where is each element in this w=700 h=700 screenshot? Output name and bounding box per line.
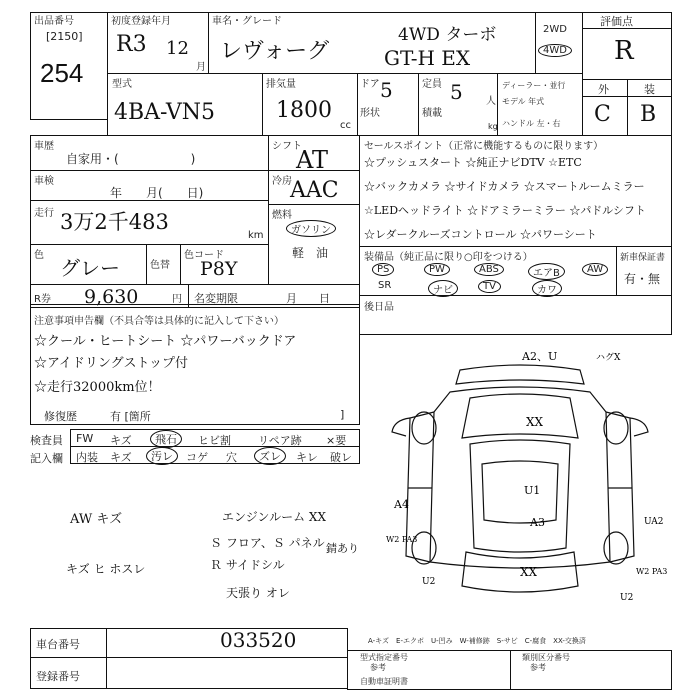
equip-airbag: エアB [528, 263, 565, 280]
load-label: 積載 [422, 108, 442, 119]
class-label: 類別区分番号 [522, 653, 570, 662]
cap-value: 5 [450, 80, 463, 104]
mileage-label: 走行 [34, 208, 54, 219]
recycle-unit: 円 [172, 294, 182, 305]
mark-hood: XX [526, 415, 544, 429]
insp-repair: リペア跡 [258, 434, 302, 447]
disp-unit: cc [340, 120, 351, 131]
mark-u2-right: U2 [620, 593, 634, 603]
recorder-label: 記入欄 [30, 452, 63, 465]
mark-rear: XX [520, 565, 538, 579]
insp-zure: ズレ [254, 447, 286, 465]
ac-value: AAC [290, 178, 339, 203]
warranty-label: 新車保証書 [620, 253, 666, 263]
history-label: 車歴 [34, 141, 54, 152]
equipment-label: 装備品（純正品に限り○印をつける） [364, 252, 533, 263]
roof-shape [482, 461, 558, 523]
mark-a4: A4 [394, 498, 409, 511]
equip-ps: PS [372, 263, 394, 276]
hood-shape [462, 394, 578, 438]
right-side [606, 412, 634, 562]
model-value: 4BA-VN5 [114, 100, 216, 125]
insp-hibi: ヒビ割 [198, 434, 231, 447]
equip-sr: SR [378, 280, 392, 291]
name-label: 車名・グレード [212, 16, 282, 27]
equip-navi: ナビ [428, 280, 458, 297]
disp-value: 1800 [276, 98, 332, 123]
mark-u2-left: U2 [422, 577, 436, 587]
wheel-front-right [604, 412, 628, 444]
note-line-4: 天張り オレ [226, 586, 290, 600]
insp-ana: 穴 [226, 451, 237, 464]
color-code-label: 色コード [184, 250, 224, 261]
mileage-unit: km [248, 230, 264, 241]
drive-note: 4WD ターボ [398, 25, 497, 45]
color-code-value: P8Y [200, 258, 238, 280]
sales-line-2: ☆バックカメラ ☆サイドカメラ ☆スマートルームミラー [364, 180, 645, 193]
score-value: R [614, 36, 634, 66]
first-reg-unit: 月 [196, 62, 206, 73]
car-name: レヴォーグ [220, 39, 330, 64]
notes-line-1: ☆クール・ヒートシート ☆パワーバックドア [34, 334, 297, 349]
first-reg-era: R3 [116, 32, 147, 57]
shape-label: 形状 [360, 108, 380, 119]
lot-number: 254 [40, 58, 84, 88]
right-mirror [630, 418, 648, 436]
shaken-value: 年 月( 日) [110, 186, 204, 200]
cap-label: 定員 [422, 79, 442, 90]
drive-box [535, 12, 583, 74]
door-value: 5 [380, 78, 393, 102]
drive-4wd: 4WD [538, 44, 572, 57]
repair-value: 有 [箇所 [110, 410, 151, 423]
sales-line-3: ☆LEDヘッドライト ☆ドアミラーミラー ☆パドルシフト [364, 204, 646, 217]
insp-naisou: 内装 [76, 451, 98, 464]
mark-w2-right: W2 PA3 [636, 567, 668, 576]
sales-line-4: ☆レダークルーズコントロール ☆パワーシート [364, 228, 597, 241]
chassis-label: 車台番号 [36, 638, 80, 651]
insp-yogore: 汚レ [146, 447, 178, 465]
int-label: 装 [644, 83, 655, 96]
color-label: 色 [34, 250, 44, 261]
inspector-label: 検査員 [30, 434, 63, 447]
equip-tv: TV [478, 280, 501, 293]
type-ref: 参考 [370, 663, 386, 672]
score-label: 評価点 [600, 15, 633, 28]
afterday-box [359, 295, 672, 335]
mileage-value: 3万2千483 [60, 210, 169, 234]
color-change-label: 色替 [150, 260, 170, 271]
dealer-label: ディーラー・並行 [502, 81, 566, 90]
car-diagram [370, 352, 670, 612]
note-side: 錆あり [326, 542, 359, 555]
fuel-diesel: 軽 油 [292, 246, 329, 260]
repair-label: 修復歴 [44, 410, 77, 423]
cap-unit: 人 [486, 96, 496, 107]
ext-label: 外 [598, 83, 609, 96]
note-line-3: Ｒ サイドシル [210, 558, 285, 572]
notes-line-2: ☆アイドリングストップ付 [34, 356, 189, 371]
recycle-value: 9,630 [84, 286, 139, 308]
mark-a3: A3 [530, 516, 545, 529]
sales-line-1: ☆プッシュスタート ☆純正ナビDTV ☆ETC [364, 156, 582, 169]
model-year-label: モデル 年式 [502, 97, 545, 106]
mark-ua2: UA2 [644, 517, 664, 527]
insp-kizu2: キズ [110, 451, 132, 464]
model-label: 型式 [112, 79, 132, 90]
equip-pw: PW [424, 263, 450, 276]
type-designation-label: 型式指定番号 [360, 653, 408, 662]
drive-2wd: 2WD [543, 24, 567, 35]
equip-aw: AW [582, 263, 608, 276]
disp-label: 排気量 [266, 79, 296, 90]
note-line-1: エンジンルーム XX [222, 510, 327, 524]
ext-value: C [594, 102, 611, 127]
cabin-shape [470, 440, 570, 552]
insp-koge: コゲ [186, 451, 208, 464]
fuel-gas: ガソリン [286, 220, 336, 237]
reg-label: 登録番号 [36, 670, 80, 683]
first-reg-month: 12 [166, 38, 189, 59]
note-line-2: Ｓ フロア、Ｓ パネル [210, 536, 325, 550]
shift-label: シフト [272, 141, 302, 152]
note-fender: キズ ヒ ホスレ [66, 562, 146, 576]
shift-value: AT [296, 146, 329, 174]
meigi-value: 月 日 [286, 292, 330, 305]
mark-w2-left: W2 PA3 [386, 535, 418, 544]
door-label: ドア [360, 79, 380, 90]
left-mirror [392, 418, 410, 436]
class-ref: 参考 [530, 663, 546, 672]
meigi-label: 名変期限 [194, 292, 238, 305]
insp-kizu: キズ [110, 434, 132, 447]
afterday-label: 後日品 [364, 302, 394, 313]
insp-kire: キレ [296, 451, 318, 464]
recycle-label: R券 [34, 294, 51, 305]
warranty-value: 有・無 [624, 272, 661, 286]
chassis-value: 033520 [220, 628, 297, 652]
int-value: B [640, 102, 657, 127]
lot-sub: [2150] [46, 30, 83, 43]
wheel-front-left [412, 412, 436, 444]
legend: A-キズ E-エクボ U-凹み W-補修跡 S-サビ C-腐食 XX-交換済 [368, 637, 586, 645]
color-value: グレー [60, 256, 120, 280]
mark-top: A2、U [522, 352, 558, 363]
insp-yabure: 破レ [330, 451, 352, 464]
shaken-label: 車検 [34, 176, 54, 187]
ac-label: 冷房 [272, 176, 292, 187]
note-aw: AW キズ [70, 512, 123, 527]
equip-kawa: カワ [532, 280, 562, 297]
fuel-label: 燃料 [272, 210, 292, 221]
insp-tobiishi: 飛石 [150, 430, 182, 448]
notes-line-3: ☆走行32000km位！ [34, 380, 161, 395]
body-outline [430, 387, 610, 568]
lot-label: 出品番号 [34, 16, 74, 27]
cert-label: 自動車証明書 [360, 677, 408, 686]
insp-fw: FW [76, 432, 94, 445]
equip-abs: ABS [474, 263, 504, 276]
handle-label: ハンドル 左・右 [502, 119, 561, 128]
notes-label: 注意事項申告欄（不具合等は具体的に記入して下さい） [34, 316, 284, 327]
load-unit: kg [488, 122, 498, 131]
insp-youkan: ×要 [326, 434, 347, 447]
mark-top-right: ハグX [596, 353, 621, 363]
front-bumper-shape [456, 365, 584, 384]
grade: GT-H EX [384, 46, 471, 70]
mark-roof: U1 [524, 484, 541, 497]
first-reg-label: 初度登録年月 [111, 16, 171, 27]
wheel-rear-right [604, 532, 628, 564]
history-value: 自家用・( ) [66, 152, 196, 166]
sales-label: セールスポイント（正常に機能するものに限ります） [364, 141, 604, 152]
